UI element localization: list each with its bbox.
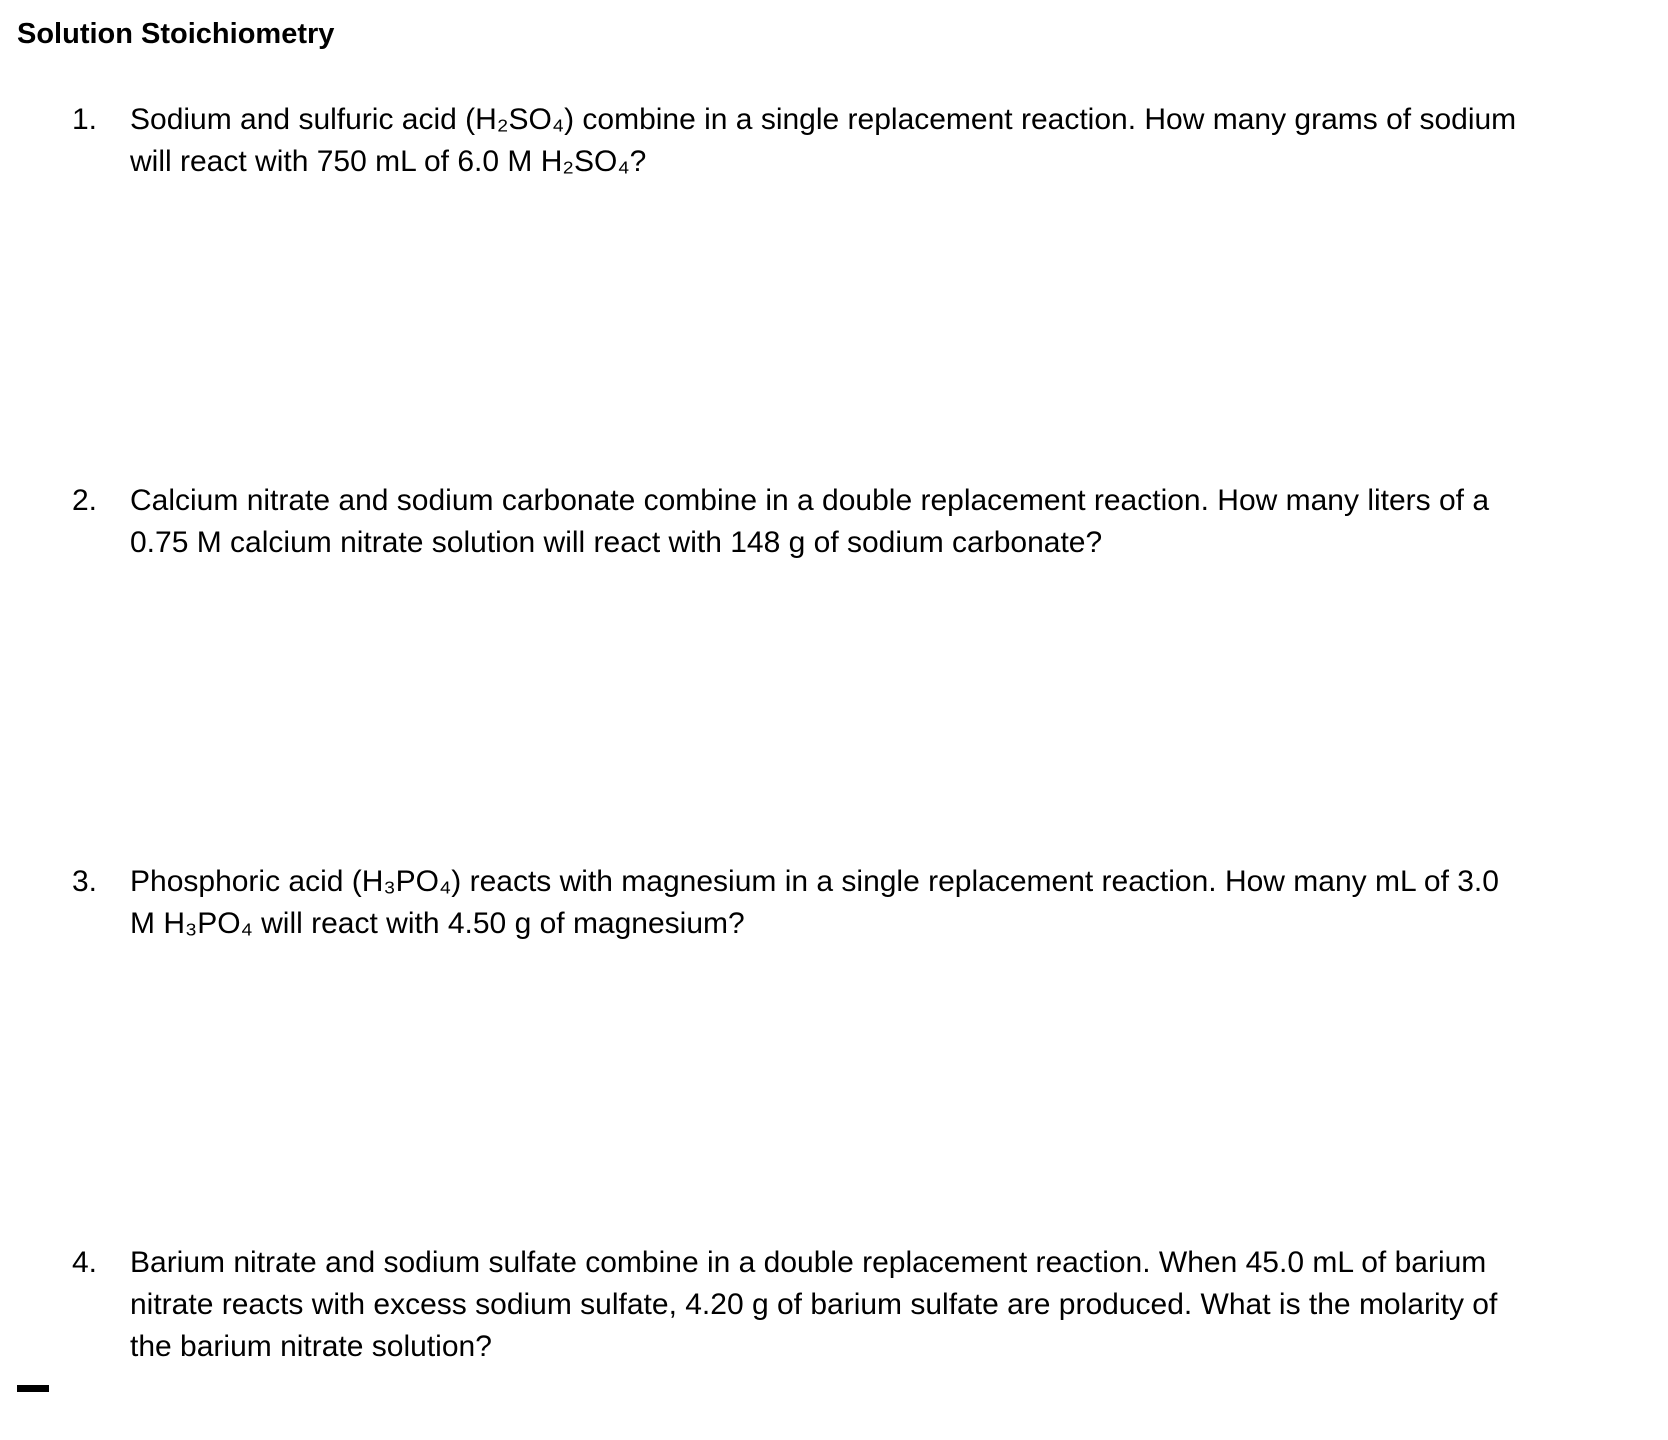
text-cursor-mark <box>17 1385 49 1392</box>
question-2 <box>72 480 1592 564</box>
question-1 <box>72 99 1592 183</box>
question-number: 3. <box>72 865 98 898</box>
question-text: Calcium nitrate and sodium carbonate combine in a double replacement reaction. How many liters of a 0.75 M calcium nitrate solution will react with 148 g of sodium carbonate? <box>130 484 1490 559</box>
question-text: Phosphoric acid (H₃PO₄) reacts with magnesium in a single replacement reaction. How many mL of 3.0 M H₃PO₄ will react with 4.50 g of magnesium? <box>130 865 1499 940</box>
question-number: 2. <box>72 484 98 517</box>
question-text: Sodium and sulfuric acid (H₂SO₄) combine in a single replacement reaction. How many grams of sodium will react with 750 mL of 6.0 M H₂SO₄? <box>130 103 1517 178</box>
question-number: 1. <box>72 103 98 136</box>
question-3 <box>72 861 1592 945</box>
question-4 <box>72 1242 1592 1368</box>
question-text: Barium nitrate and sodium sulfate combine in a double replacement reaction. When 45.0 mL of barium nitrate reacts with excess sodium sulfate, 4.20 g of barium sulfate are produced. What is the molarity of the barium nitrate solution? <box>130 1246 1498 1363</box>
page-title: Solution Stoichiometry <box>17 18 335 50</box>
question-number: 4. <box>72 1246 98 1279</box>
